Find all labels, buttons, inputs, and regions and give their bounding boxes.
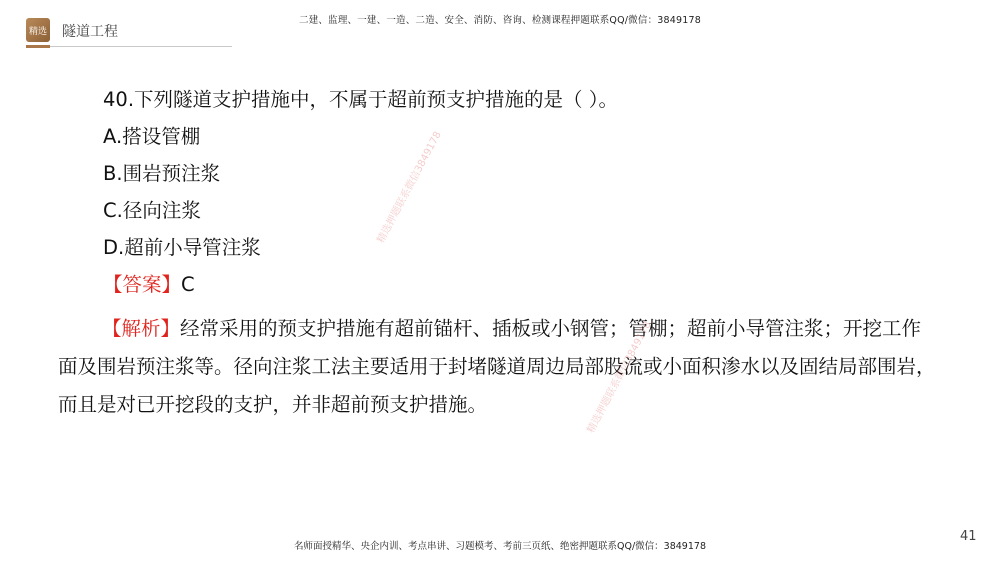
subject-title: 隧道工程 xyxy=(62,24,118,40)
question-stem: 40.下列隧道支护措施中，不属于超前预支护措施的是（ ）。 xyxy=(103,88,618,111)
top-contact-banner: 二建、监理、一建、一造、二造、安全、消防、咨询、检测课程押题联系QQ/微信：3849178 xyxy=(299,15,701,26)
brand-logo-text: 精选 xyxy=(28,26,47,37)
analysis-label: 【解析】 xyxy=(102,317,181,340)
option-a: A.搭设管棚 xyxy=(103,125,201,148)
watermark: 精选押题联系微信3849178 xyxy=(375,129,444,246)
answer-value: C xyxy=(181,273,195,296)
answer-line xyxy=(103,273,195,297)
option-d: D.超前小导管注浆 xyxy=(103,236,261,259)
page-number: 41 xyxy=(960,529,977,544)
title-underline-accent xyxy=(26,45,50,48)
option-c: C.径向注浆 xyxy=(103,199,201,222)
bottom-contact-banner: 名师面授精华、央企内训、考点串讲、习题模考、考前三页纸、绝密押题联系QQ/微信：3849178 xyxy=(294,541,706,552)
analysis-paragraph xyxy=(58,310,938,424)
title-underline xyxy=(26,46,232,47)
analysis-text: 经常采用的预支护措施有超前锚杆、插板或小钢管；管棚；超前小导管注浆；开挖工作面及围岩预注浆等。径向注浆工法主要适用于封堵隧道周边局部股流或小面积渗水以及固结局部围岩，而且是对已开挖段的支护，并非超前预支护措施。 xyxy=(58,317,936,416)
answer-label: 【答案】 xyxy=(103,273,182,296)
option-b: B.围岩预注浆 xyxy=(103,162,221,185)
watermark: 精选押题联系微信3849178 xyxy=(585,319,654,436)
